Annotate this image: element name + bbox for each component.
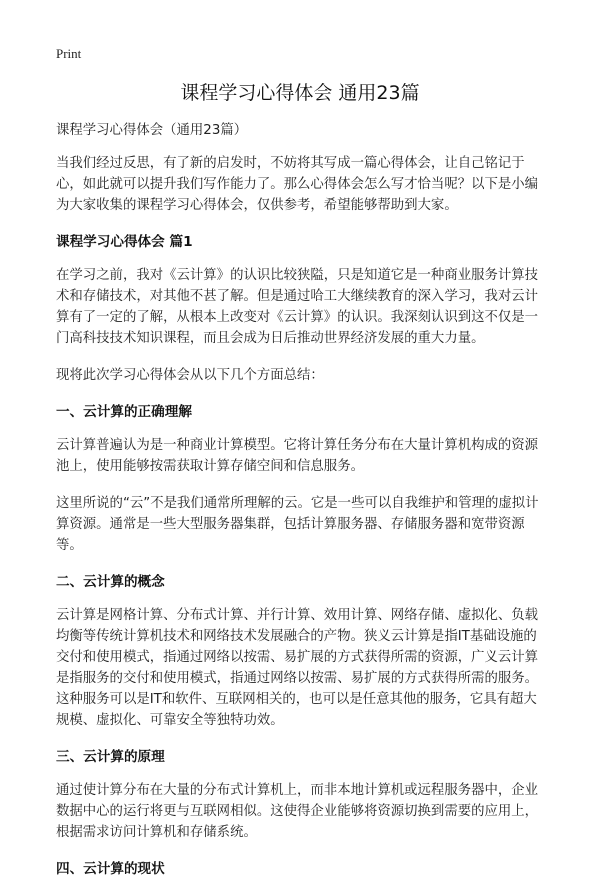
subsection-heading: 三、云计算的原理 (56, 749, 165, 765)
subsection-heading: 四、云计算的现状 (56, 861, 165, 877)
paragraph: 现将此次学习心得体会从以下几个方面总结： (56, 368, 324, 383)
paragraph: 这里所说的“云”不是我们通常所理解的云。它是一些可以自我维护和管理的虚拟计算资源。通常是一些大型服务器集群，包括计算服务器、存储服务器和宽带资源等。 (56, 496, 539, 553)
paragraph: 云计算普遍认为是一种商业计算模型。它将计算任务分布在大量计算机构成的资源池上，使用能够按需获取计算存储空间和信息服务。 (56, 438, 539, 474)
page-title: 课程学习心得体会 通用23篇 (180, 82, 420, 104)
section-heading: 课程学习心得体会 篇1 (56, 234, 193, 250)
subsection-heading: 一、云计算的正确理解 (56, 404, 192, 420)
document-subtitle: 课程学习心得体会（通用23篇） (56, 123, 248, 138)
paragraph: 通过使计算分布在大量的分布式计算机上，而非本地计算机或远程服务器中，企业数据中心的运行将更与互联网相似。这使得企业能够将资源切换到需要的应用上，根据需求访问计算机和存储系统。 (56, 783, 539, 840)
document-body (56, 120, 546, 892)
subsection-heading: 二、云计算的概念 (56, 574, 165, 590)
intro-paragraph: 当我们经过反思，有了新的启发时，不妨将其写成一篇心得体会，让自己铭记于心，如此就可以提升我们写作能力了。那么心得体会怎么写才恰当呢？以下是小编为大家收集的课程学习心得体会，仅供参考，希望能够帮助到大家。 (56, 156, 539, 213)
paragraph: 在学习之前，我对《云计算》的认识比较狭隘，只是知道它是一种商业服务计算技术和存储技术，对其他不甚了解。但是通过哈工大继续教育的深入学习，我对云计算有了一定的了解，从根本上改变对《云计算》的认识。我深刻认识到这不仅是一门高科技技术知识课程，而且会成为日后推动世界经济发展的重大力量。 (56, 268, 539, 346)
paragraph: 云计算是网格计算、分布式计算、并行计算、效用计算、网络存储、虚拟化、负载均衡等传统计算机技术和网络技术发展融合的产物。狭义云计算是指IT基础设施的交付和使用模式，指通过网络以按需、易扩展的方式获得所需的资源，广义云计算是指服务的交付和使用模式，指通过网络以按需、易扩展的方式获得所需的服务。这种服务可以是IT和软件、互联网相关的，也可以是任意其他的服务，它具有超大规模、虚拟化、可靠安全等独特功效。 (56, 608, 539, 728)
print-link[interactable]: Print (56, 46, 82, 61)
